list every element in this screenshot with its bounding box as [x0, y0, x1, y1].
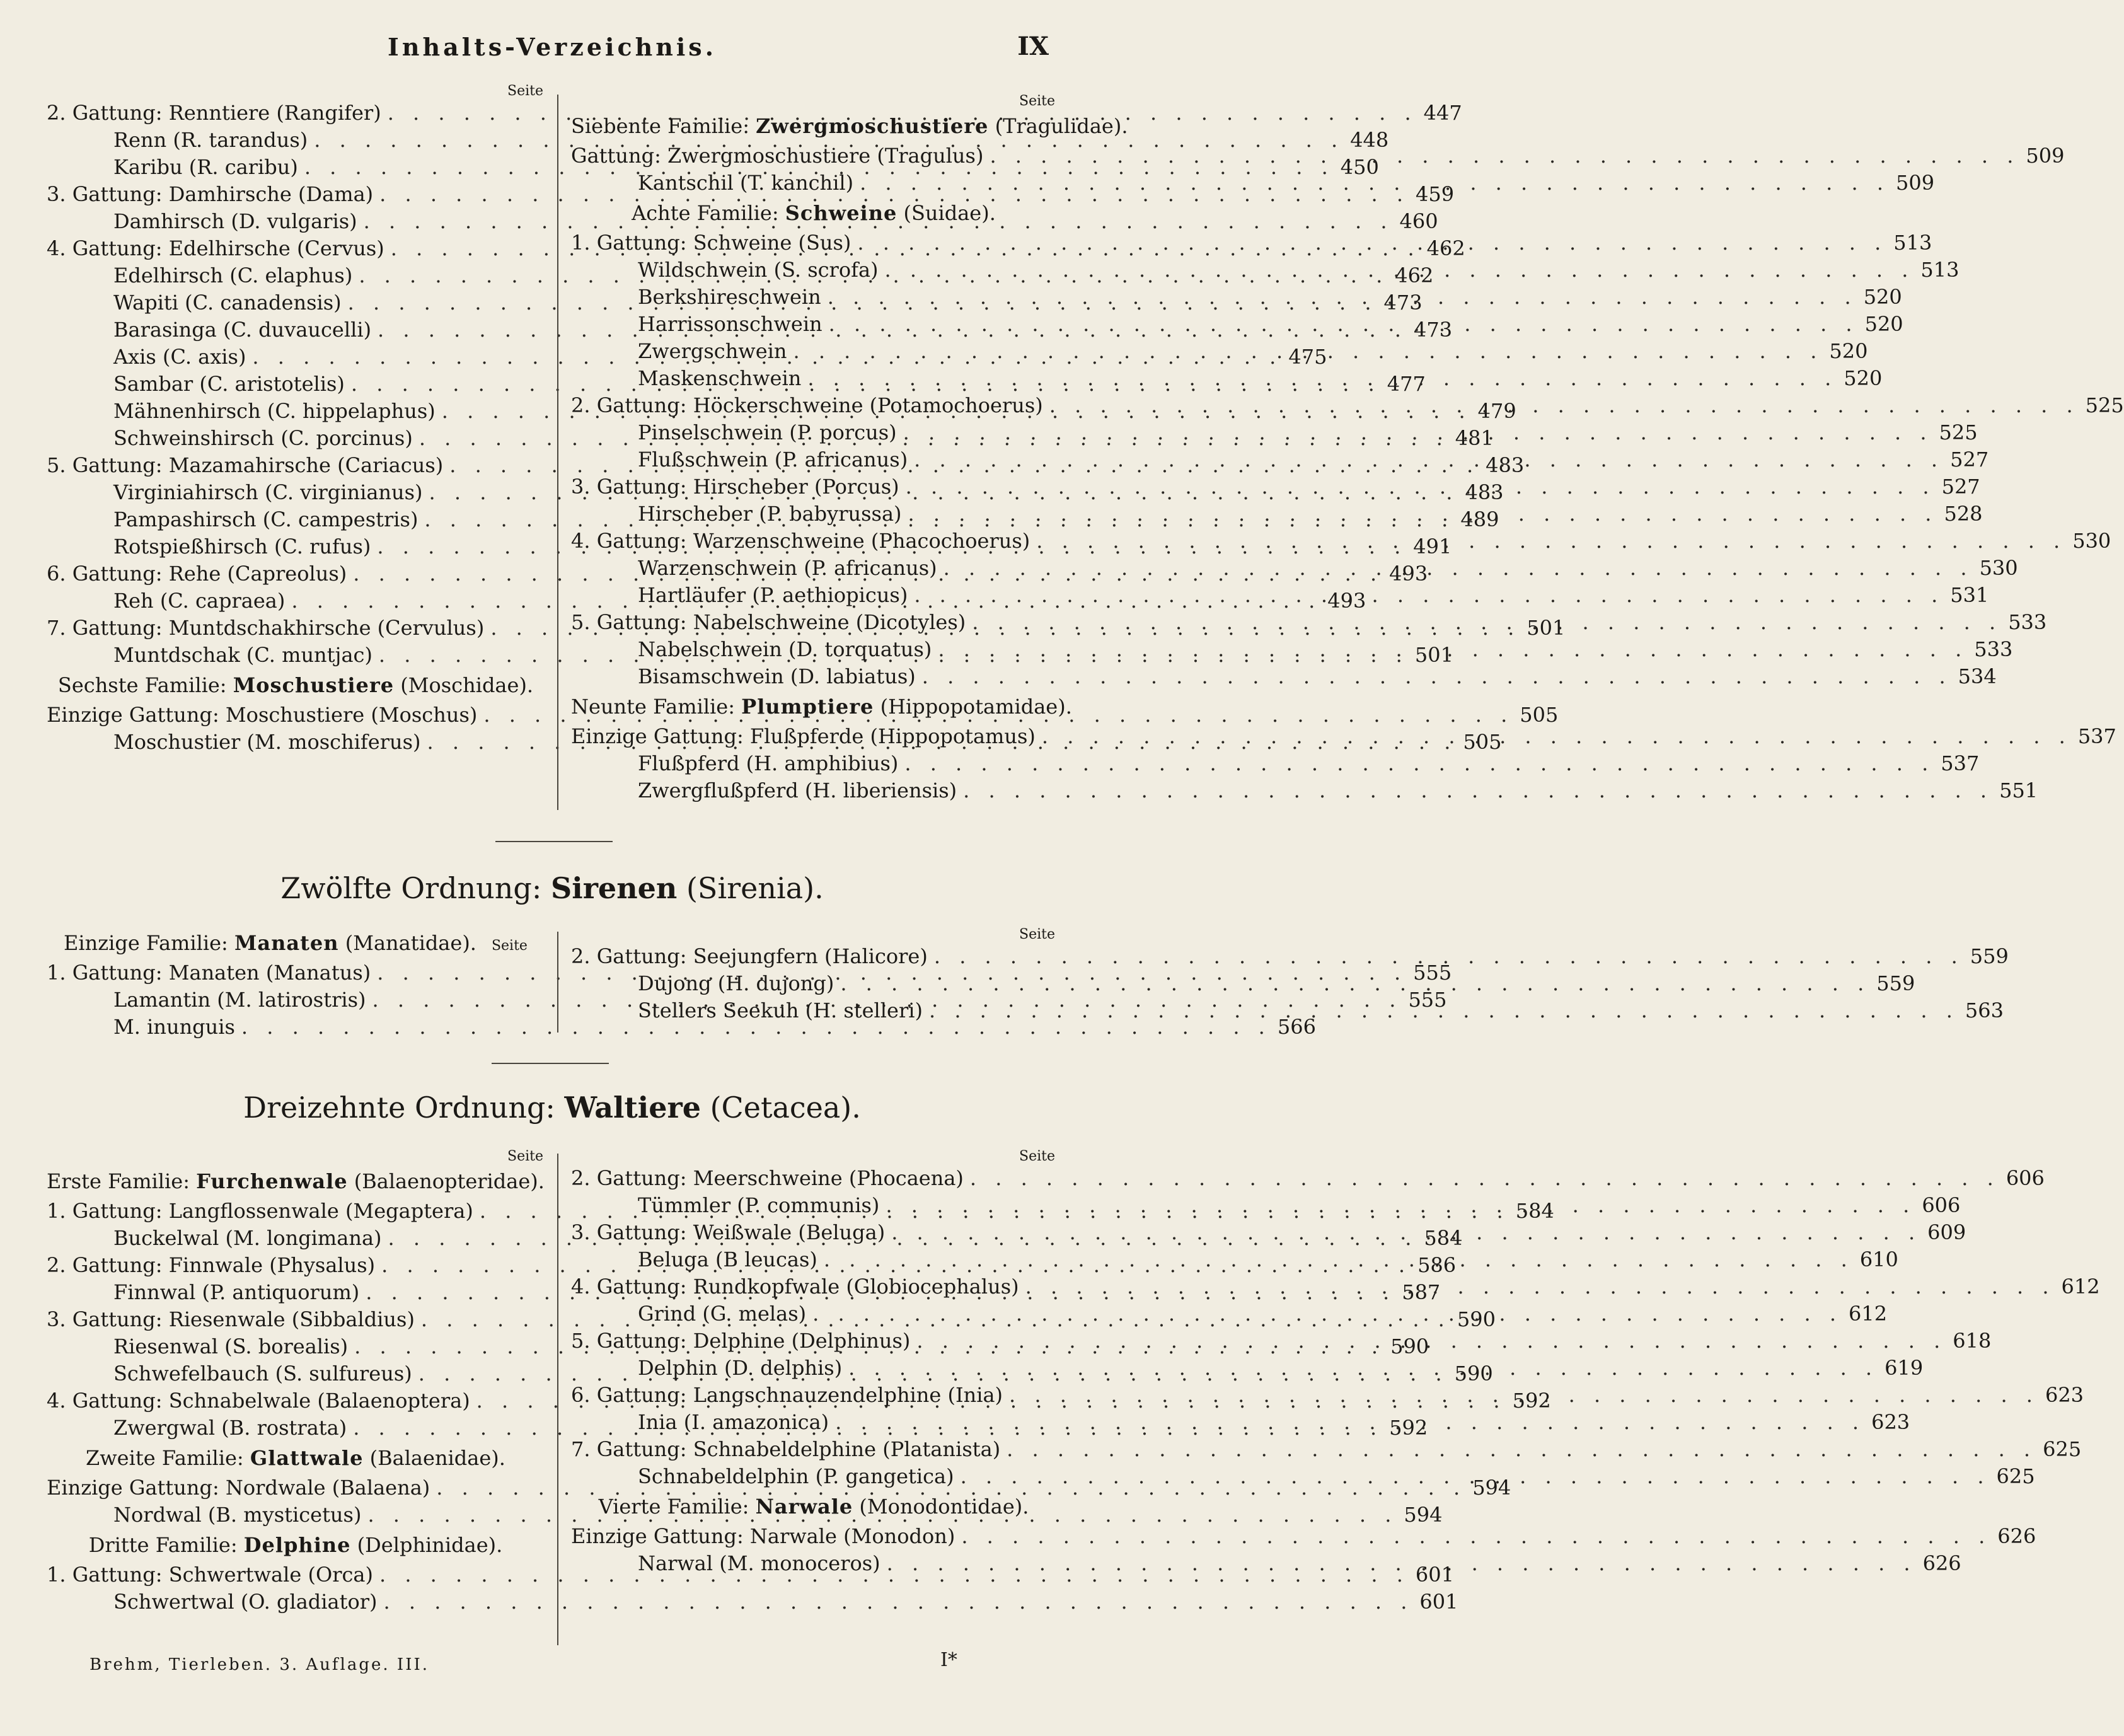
entry-label: Flußschwein (P. africanus): [638, 448, 908, 472]
column-divider: [557, 932, 558, 1033]
dot-leader: [879, 257, 1915, 284]
entry-page-number: 537: [2077, 724, 2116, 748]
family-ordinal: Erste Familie:: [47, 1169, 197, 1193]
entry-label: Dujong (H. dujong): [638, 971, 834, 995]
entry-page-number: 493: [1389, 562, 1428, 586]
entry-page-number: 555: [1408, 988, 1447, 1012]
family-heading: [47, 669, 545, 702]
order-heading-prefix: Dreizehnte Ordnung:: [243, 1091, 565, 1125]
entry-page-number: 533: [1974, 637, 2013, 661]
genus-entry: [571, 943, 2009, 970]
entry-page-number: 592: [1512, 1389, 1551, 1413]
dot-leader: [806, 1300, 1842, 1328]
entry-page-number: 491: [1413, 535, 1452, 558]
family-latin-name: (Hippopotamidae).: [880, 695, 1072, 719]
entry-page-number: 612: [2061, 1275, 2100, 1299]
page-number: IX: [1017, 32, 1049, 61]
entry-page-number: 513: [1920, 258, 1960, 282]
entry-label: 2. Gattung: Finnwale (Physalus): [47, 1253, 376, 1277]
family-heading-text: [58, 673, 533, 697]
entry-page-number: 592: [1389, 1416, 1428, 1440]
order-heading-latin: (Cetacea).: [700, 1091, 861, 1125]
entry-page-number: 505: [1463, 730, 1502, 754]
species-entry: [571, 750, 1980, 777]
running-header: [0, 30, 1104, 68]
entry-label: 2. Gattung: Seejungfern (Halicore): [571, 944, 928, 968]
entry-page-number: 520: [1864, 312, 1903, 336]
entry-label: Warzenschwein (P. africanus): [638, 556, 937, 580]
entry-page-number: 626: [1997, 1524, 2036, 1548]
entry-page-number: 462: [1426, 236, 1465, 260]
seite-header: Seite: [1019, 1149, 1055, 1164]
entry-label: Axis (C. axis): [113, 345, 246, 369]
entry-page-number: 528: [1944, 502, 1983, 526]
family-heading-text: [64, 927, 476, 959]
family-heading-text: [599, 1495, 1029, 1519]
family-heading: [47, 927, 545, 959]
entry-label: 2. Gattung: Höckerschweine (Potamochoerus): [571, 393, 1043, 417]
order-heading-cetacea: [0, 1091, 1104, 1125]
family-ordinal: Siebente Familie:: [571, 114, 756, 138]
family-latin-name: (Tragulidae).: [995, 114, 1128, 138]
entry-page-number: 462: [1395, 263, 1434, 287]
seite-header: Seite: [507, 1149, 543, 1164]
column-divider: [557, 1154, 558, 1645]
entry-page-number: 483: [1465, 480, 1504, 504]
entry-label: 4. Gattung: Rundkopfwale (Globiocephalus): [571, 1275, 1019, 1299]
entry-label: Berkshireschwein: [638, 285, 821, 309]
entry-label: 5. Gattung: Delphine (Delphinus): [571, 1329, 911, 1353]
family-ordinal: Neunte Familie:: [571, 695, 742, 719]
entry-label: Barasinga (C. duvaucelli): [113, 318, 372, 342]
column-divider: [557, 95, 558, 810]
entry-label: Schweinshirsch (C. porcinus): [113, 426, 413, 450]
entry-label: 4. Gattung: Schnabelwale (Balaenoptera): [47, 1389, 470, 1413]
entry-label: Rotspießhirsch (C. rufus): [113, 535, 371, 558]
running-title: Inhalts-Verzeichnis.: [388, 33, 717, 61]
entry-page-number: 520: [1844, 366, 1883, 390]
family-latin-name: (Balaenidae).: [369, 1446, 505, 1470]
entry-page-number: 447: [1423, 101, 1462, 125]
section-rule: [492, 1063, 609, 1064]
entry-page-number: 609: [1927, 1220, 1966, 1244]
entry-page-number: 555: [1413, 961, 1452, 985]
dot-leader: [902, 501, 1938, 528]
entry-label: Tümmler (P. communis): [638, 1193, 880, 1217]
entry-label: Delphin (D. delphis): [638, 1356, 843, 1380]
entry-page-number: 606: [1922, 1193, 1961, 1217]
family-latin-name: (Monodontidae).: [859, 1495, 1029, 1519]
dot-leader: [842, 1355, 1878, 1382]
entry-label: Finnwal (P. antiquorum): [113, 1280, 360, 1304]
entry-page-number: 475: [1288, 345, 1327, 369]
family-heading-text: [86, 1446, 505, 1470]
entry-page-number: 509: [2026, 144, 2065, 168]
family-heading: [571, 197, 1056, 229]
entry-label: Sambar (C. aristotelis): [113, 372, 345, 396]
entry-page-number: 527: [1950, 448, 1989, 472]
entry-label: 1. Gattung: Schweine (Sus): [571, 231, 851, 255]
entry-page-number: 481: [1455, 426, 1494, 450]
entry-page-number: 566: [1277, 1015, 1316, 1039]
entry-label: Schnabeldelphin (P. gangetica): [638, 1464, 954, 1488]
dot-leader: [957, 777, 1993, 804]
entry-page-number: 537: [1941, 751, 1980, 775]
entry-page-number: 530: [2072, 529, 2111, 553]
entry-label: Gattung: Zwergmoschustiere (Tragulus): [571, 144, 984, 168]
entry-page-number: 586: [1417, 1253, 1457, 1277]
entry-page-number: 477: [1387, 372, 1426, 396]
entry-page-number: 533: [2008, 610, 2047, 634]
family-name: Delphine: [243, 1533, 351, 1557]
entry-label: 2. Gattung: Renntiere (Rangifer): [47, 101, 381, 125]
entry-label: Kantschil (T. kanchil): [638, 171, 854, 195]
family-ordinal: Sechste Familie:: [57, 673, 233, 697]
entry-page-number: 559: [1970, 944, 2009, 968]
dot-leader: [801, 365, 1837, 392]
dot-leader: [1003, 1382, 2039, 1409]
entry-label: Zwergschwein: [638, 339, 787, 363]
family-latin-name: (Moschidae).: [400, 673, 534, 697]
entry-label: 6. Gattung: Langschnauzendelphine (Inia): [571, 1383, 1003, 1407]
dot-leader: [910, 1328, 1946, 1355]
entry-label: 4. Gattung: Warzenschweine (Phacochoerus): [571, 529, 1030, 553]
dot-leader: [817, 1246, 1854, 1273]
entry-page-number: 448: [1350, 128, 1389, 152]
dot-leader: [1000, 1436, 2036, 1463]
dot-leader: [932, 636, 1968, 663]
entry-page-number: 619: [1884, 1356, 1924, 1380]
family-name: Moschustiere: [233, 673, 395, 697]
entry-page-number: 473: [1413, 318, 1453, 342]
family-heading: [571, 110, 1128, 142]
entry-label: Harrissonschwein: [638, 312, 822, 336]
entry-page-number: 625: [1996, 1464, 2035, 1488]
entry-label: 5. Gattung: Nabelschweine (Dicotyles): [571, 610, 966, 634]
entry-label: 3. Gattung: Weißwale (Beluga): [571, 1220, 886, 1244]
family-heading-text: [632, 201, 996, 225]
entry-label: Wapiti (C. canadensis): [113, 291, 342, 315]
entry-page-number: 513: [1893, 231, 1932, 255]
entry-page-number: 618: [1953, 1329, 1992, 1353]
entry-page-number: 520: [1829, 339, 1868, 363]
dot-leader: [1043, 392, 2079, 419]
entry-page-number: 505: [1520, 703, 1559, 727]
family-ordinal: Vierte Familie:: [598, 1495, 756, 1519]
entry-label: Hirscheber (P. babyrussa): [638, 502, 902, 526]
entry-page-number: 610: [1859, 1247, 1898, 1271]
family-heading: [47, 1165, 545, 1198]
entry-label: Mähnenhirsch (C. hippelaphus): [113, 399, 436, 423]
entry-label: Riesenwal (S. borealis): [113, 1334, 349, 1358]
entry-page-number: 601: [1419, 1590, 1458, 1614]
entry-label: M. inunguis: [113, 1015, 235, 1039]
entry-label: Grind (G. melas): [638, 1302, 807, 1326]
family-name: Glattwale: [250, 1446, 364, 1470]
entry-page-number: 612: [1849, 1302, 1888, 1326]
entry-label: Hartläufer (P. aethiopicus): [638, 583, 908, 607]
entry-page-number: 450: [1340, 155, 1379, 179]
entry-page-number: 587: [1402, 1280, 1441, 1304]
entry-page-number: 479: [1477, 399, 1516, 423]
species-entry: [571, 777, 2038, 804]
entry-page-number: 531: [1950, 583, 1989, 607]
entry-page-number: 584: [1424, 1226, 1463, 1250]
entry-label: Edelhirsch (C. elaphus): [113, 263, 353, 287]
entry-page-number: 525: [2085, 393, 2124, 417]
family-ordinal: Achte Familie:: [632, 201, 785, 225]
entry-label: 7. Gattung: Muntdschakhirsche (Cervulus): [47, 616, 485, 640]
family-latin-name: (Delphinidae).: [357, 1533, 503, 1557]
order-heading-latin: (Sirenia).: [677, 871, 824, 905]
entry-label: Nabelschwein (D. torquatus): [638, 637, 932, 661]
section-rule: [495, 841, 613, 842]
family-heading-text: [571, 114, 1128, 138]
species-entry: [47, 127, 1389, 154]
family-latin-name: (Balaenopteridae).: [354, 1169, 545, 1193]
dot-leader: [378, 1588, 1414, 1616]
family-heading-text: [47, 1169, 545, 1193]
dot-leader: [928, 943, 1964, 970]
entry-label: Reh (C. capraea): [113, 589, 286, 613]
dot-leader: [1030, 528, 2066, 555]
entry-page-number: 606: [2006, 1166, 2045, 1190]
dot-leader: [908, 446, 1944, 473]
entry-label: Beluga (B leucas): [638, 1247, 817, 1271]
entry-label: Nordwal (B. mysticetus): [113, 1503, 362, 1527]
entry-label: Einzige Gattung: Moschustiere (Moschus): [47, 703, 478, 727]
seite-header: Seite: [1019, 927, 1055, 942]
entry-label: 1. Gattung: Manaten (Manatus): [47, 961, 371, 985]
dot-leader: [964, 1165, 2000, 1192]
entry-label: Lamantin (M. latirostris): [113, 988, 366, 1012]
dot-leader: [853, 170, 1890, 197]
dot-leader: [879, 1192, 1915, 1219]
entry-label: Einzige Gattung: Nordwale (Balaena): [47, 1476, 430, 1500]
genus-entry: [571, 1436, 2082, 1463]
family-name: Manaten: [234, 931, 339, 955]
entry-label: Inia (I. amazonica): [638, 1410, 829, 1434]
entry-label: 3. Gattung: Riesenwale (Sibbaldius): [47, 1307, 415, 1331]
entry-label: Narwal (M. monoceros): [638, 1551, 880, 1575]
dot-leader: [908, 582, 1944, 609]
entry-page-number: 525: [1939, 420, 1978, 444]
entry-label: 3. Gattung: Damhirsche (Dama): [47, 182, 374, 206]
dot-leader: [822, 311, 1859, 338]
species-entry: [571, 663, 1997, 690]
dot-leader: [916, 663, 1952, 690]
dot-leader: [885, 1219, 1921, 1246]
dot-leader: [983, 142, 2019, 170]
entry-label: Stellers Seekuh (H. stelleri): [638, 998, 923, 1022]
entry-page-number: 483: [1486, 453, 1525, 477]
family-latin-name: (Suidae).: [903, 201, 996, 225]
dot-leader: [966, 609, 2002, 636]
entry-label: Virginiahirsch (C. virginianus): [113, 480, 423, 504]
entry-label: Flußpferd (H. amphibius): [638, 751, 899, 775]
family-ordinal: Zweite Familie:: [86, 1446, 250, 1470]
entry-label: 1. Gattung: Langflossenwale (Megaptera): [47, 1199, 473, 1223]
entry-page-number: 584: [1515, 1199, 1554, 1223]
species-entry: [47, 1014, 1316, 1041]
entry-page-number: 493: [1327, 589, 1366, 613]
family-heading-text: [89, 1533, 503, 1557]
entry-label: Schwefelbauch (S. sulfureus): [113, 1362, 412, 1386]
footer-signature-line: Brehm, Tierleben. 3. Auflage. III.: [89, 1655, 429, 1674]
dot-leader: [899, 473, 1936, 501]
family-heading: [47, 1529, 545, 1561]
seite-header: Seite: [491, 938, 528, 954]
entry-page-number: 520: [1863, 285, 1902, 309]
dot-leader: [954, 1463, 1990, 1490]
dot-leader: [923, 997, 1959, 1024]
dot-leader: [821, 284, 1857, 311]
order-heading-prefix: Zwölfte Ordnung:: [280, 871, 551, 905]
order-heading-name: Waltiere: [564, 1091, 701, 1125]
family-ordinal: Dritte Familie:: [88, 1533, 244, 1557]
dot-leader: [897, 419, 1933, 446]
entry-label: 1. Gattung: Schwertwale (Orca): [47, 1563, 373, 1587]
entry-page-number: 594: [1472, 1476, 1511, 1500]
entry-page-number: 623: [2045, 1383, 2084, 1407]
entry-page-number: 530: [1979, 556, 2018, 580]
entry-label: Muntdschak (C. muntjac): [113, 643, 372, 667]
sheet-signature: I*: [940, 1649, 957, 1671]
dot-leader: [937, 555, 1973, 582]
family-name: Furchenwale: [196, 1169, 348, 1193]
entry-page-number: 590: [1390, 1334, 1429, 1358]
entry-label: 5. Gattung: Mazamahirsche (Cariacus): [47, 453, 444, 477]
entry-page-number: 501: [1414, 643, 1453, 667]
entry-page-number: 626: [1922, 1551, 1961, 1575]
entry-page-number: 590: [1457, 1307, 1496, 1331]
order-heading-name: Sirenen: [551, 871, 678, 905]
entry-label: Moschustier (M. moschiferus): [113, 730, 421, 754]
entry-label: Schwertwal (O. gladiator): [113, 1590, 378, 1614]
seite-header: Seite: [1019, 93, 1055, 109]
entry-page-number: 563: [1965, 998, 2004, 1022]
entry-page-number: 534: [1958, 664, 1997, 688]
entry-page-number: 625: [2043, 1437, 2082, 1461]
entry-page-number: 473: [1383, 291, 1423, 315]
entry-page-number: 459: [1416, 182, 1455, 206]
entry-label: 7. Gattung: Schnabeldelphine (Platanista): [571, 1437, 1001, 1461]
dot-leader: [829, 1409, 1865, 1436]
dot-leader: [898, 750, 1934, 777]
entry-page-number: 594: [1404, 1503, 1443, 1527]
entry-label: Einzige Gattung: Flußpferde (Hippopotamus): [571, 724, 1036, 748]
order-heading-sirenia: [0, 871, 1104, 905]
dot-leader: [787, 338, 1823, 365]
family-name: Plumptiere: [741, 695, 874, 719]
entry-label: 3. Gattung: Hirscheber (Porcus): [571, 475, 899, 499]
entry-label: Zwergwal (B. rostrata): [113, 1416, 347, 1440]
entry-label: Karibu (R. caribu): [113, 155, 298, 179]
entry-label: Damhirsch (D. vulgaris): [113, 209, 357, 233]
dot-leader: [955, 1523, 1991, 1550]
genus-entry: [571, 1523, 2036, 1550]
entry-page-number: 590: [1454, 1362, 1493, 1386]
entry-label: Pampashirsch (C. campestris): [113, 507, 418, 531]
family-latin-name: (Manatidae).: [345, 931, 476, 955]
dot-leader: [880, 1550, 1917, 1577]
entry-label: Buckelwal (M. longimana): [113, 1226, 382, 1250]
entry-label: Renn (R. tarandus): [113, 128, 308, 152]
family-heading-text: [571, 695, 1072, 719]
entry-page-number: 460: [1399, 209, 1438, 233]
dot-leader: [1036, 723, 2072, 750]
family-name: Schweine: [785, 201, 898, 225]
entry-label: Einzige Gattung: Narwale (Monodon): [571, 1524, 955, 1548]
family-name: Narwale: [755, 1495, 853, 1519]
entry-label: Zwergflußpferd (H. liberiensis): [638, 778, 957, 802]
entry-page-number: 623: [1871, 1410, 1910, 1434]
species-entry: [47, 1588, 1458, 1616]
entry-label: Maskenschwein: [638, 366, 802, 390]
genus-entry: [571, 1165, 2045, 1192]
dot-leader: [851, 229, 1887, 257]
entry-page-number: 551: [1999, 778, 2038, 802]
dot-leader: [1019, 1273, 2055, 1300]
seite-header: Seite: [507, 83, 543, 99]
dot-leader: [834, 970, 1870, 997]
entry-label: Pinselschwein (P. porcus): [638, 420, 897, 444]
family-heading: [47, 1442, 545, 1474]
family-heading: [571, 690, 1072, 723]
entry-page-number: 489: [1460, 507, 1499, 531]
family-ordinal: Einzige Familie:: [64, 931, 234, 955]
family-heading: [571, 1490, 1056, 1523]
family-name: Zwergmoschustiere: [756, 114, 989, 138]
entry-page-number: 559: [1876, 971, 1915, 995]
entry-page-number: 601: [1415, 1563, 1454, 1587]
entry-label: 4. Gattung: Edelhirsche (Cervus): [47, 236, 384, 260]
entry-label: 2. Gattung: Meerschweine (Phocaena): [571, 1166, 964, 1190]
entry-page-number: 509: [1896, 171, 1935, 195]
entry-page-number: 527: [1941, 475, 1980, 499]
entry-label: Wildschwein (S. scrofa): [638, 258, 879, 282]
entry-label: Bisamschwein (D. labiatus): [638, 664, 916, 688]
entry-page-number: 501: [1527, 616, 1566, 640]
entry-label: 6. Gattung: Rehe (Capreolus): [47, 562, 347, 586]
